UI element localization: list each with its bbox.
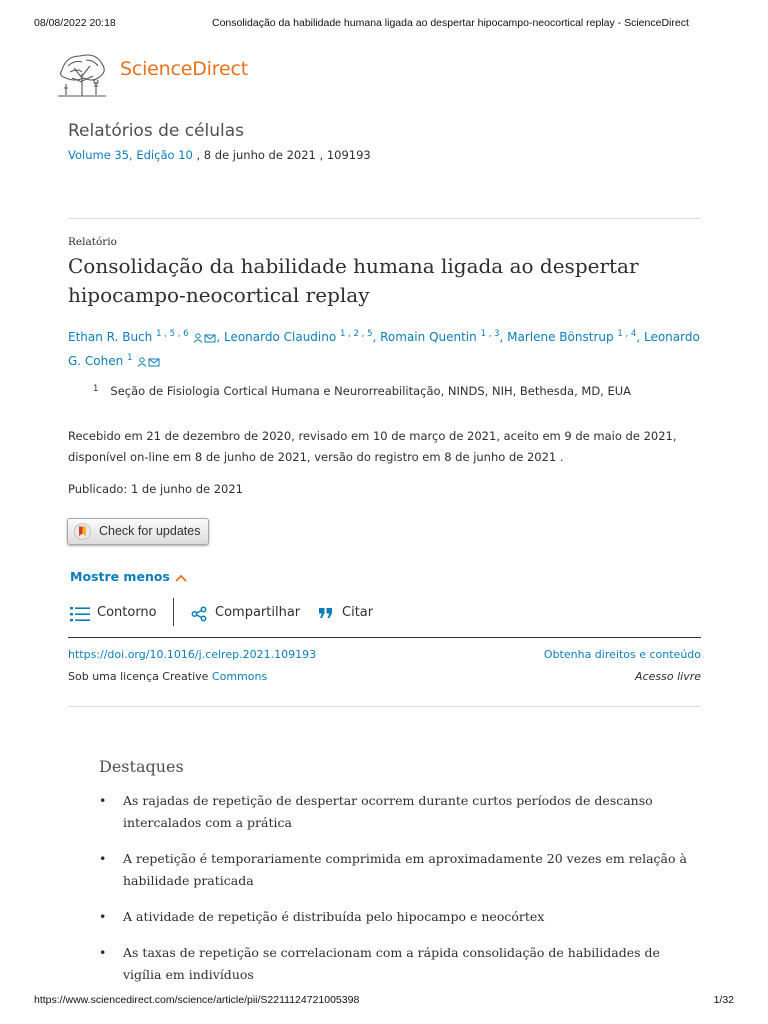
volume-issue-link[interactable]: Volume 35, Edição 10 [68,148,193,162]
highlight-item: • A atividade de repetição é distribuída pelo hipocampo e neocórtex [99,906,699,928]
show-less-toggle[interactable] [70,569,188,584]
toolbar-divider-line [68,637,701,638]
outline-label: Contorno [97,605,157,620]
highlight-item: • As rajadas de repetição de despertar ocorrem durante curtos períodos de descanso intercalados com a prática [99,790,699,834]
history-line: Recebido em 21 de dezembro de 2020, revisado em 10 de março de 2021, aceito em 9 de maio de 2021, [68,429,677,443]
author-link[interactable]: Marlene Bönstrup $^{1 , 4}$ [507,329,637,344]
check-for-updates-button[interactable] [67,518,209,545]
toolbar-divider [173,598,174,626]
check-for-updates-icon [74,523,91,540]
highlights-heading: Destaques [99,757,184,776]
article-type: Relatório [68,236,117,248]
print-url: https://www.sciencedirect.com/science/article/pii/S2211124721005398 [34,994,360,1006]
print-footer [34,994,734,1008]
show-less-label: Mostre menos [70,569,170,584]
cite-button[interactable] [318,598,388,628]
affiliation [93,384,631,398]
get-rights-link[interactable]: Obtenha direitos e conteúdo [543,648,701,661]
envelope-icon[interactable] [148,357,160,367]
person-icon[interactable] [136,357,148,367]
quote-icon [319,608,333,620]
doi-link[interactable]: https://doi.org/10.1016/j.celrep.2021.109193 [68,648,317,661]
journal-volume-line [68,148,371,162]
publication-date-id: , 8 de junho de 2021 , 109193 [192,148,371,162]
open-access-label: Acesso livre [635,670,701,683]
envelope-icon[interactable] [204,333,216,343]
license-line [68,670,267,683]
author-link[interactable]: Leonardo G. Cohen $^1$ [68,330,700,368]
article-history [68,426,708,468]
highlights-list [99,790,699,1000]
license-prefix: Sob uma licença Creative [68,670,212,683]
cite-label: Citar [342,605,374,620]
share-button[interactable] [188,598,308,628]
journal-name[interactable]: Relatórios de células [68,121,245,141]
affiliation-number: 1 [93,384,99,394]
share-icon [191,606,207,622]
author-link[interactable]: Leonardo Claudino $^{1 , 2 , 5}$ [223,329,373,344]
author-link[interactable]: Romain Quentin $^{1 , 3}$ [380,329,500,344]
creative-commons-link[interactable]: Commons [211,670,268,683]
author-link[interactable]: Ethan R. Buch $^{1 , 5 , 6}$ [68,329,189,344]
print-date: 08/08/2022 20:18 [34,17,116,29]
list-icon [70,606,90,622]
sciencedirect-logo[interactable]: ScienceDirect [120,58,248,80]
print-page-number: 1/32 [713,994,734,1006]
highlight-item: • A repetição é temporariamente comprimida em aproximadamente 20 vezes em relação à habilidade praticada [99,848,699,892]
person-icon[interactable] [192,333,204,343]
affiliation-text: Seção de Fisiologia Cortical Humana e Neurorreabilitação, NINDS, NIH, Bethesda, MD, EUA [110,384,632,398]
published-date: Publicado: 1 de junho de 2021 [68,482,243,496]
check-for-updates-label: Check for updates [99,524,201,538]
history-line: disponível on-line em 8 de junho de 2021, versão do registro em 8 de junho de 2021 . [68,450,564,464]
highlight-item: • As taxas de repetição se correlacionam com a rápida consolidação de habilidades de vigília em indivíduos [99,942,699,986]
article-title: Consolidação da habilidade humana ligada ao despertar hipocampo-neocortical replay [68,254,639,307]
print-header [34,17,734,31]
chevron-up-icon [174,573,188,583]
elsevier-tree-icon[interactable] [52,48,112,98]
share-label: Compartilhar [215,605,301,620]
divider [68,218,701,219]
author-list: Ethan R. Buch $^{1 , 5 , 6}$ , Leonardo Claudino $^{1 , 2 , 5}$, Romain Quentin $^{1 , 3}$, Marlene Bönstrup $^{1 , 4}$, Leonardo G. Cohen $^1$ [68,329,700,368]
print-page-title: Consolidação da habilidade humana ligada ao despertar hipocampo-neocortical replay - ScienceDirect [212,17,689,29]
divider [68,706,701,707]
outline-button[interactable] [68,598,168,628]
